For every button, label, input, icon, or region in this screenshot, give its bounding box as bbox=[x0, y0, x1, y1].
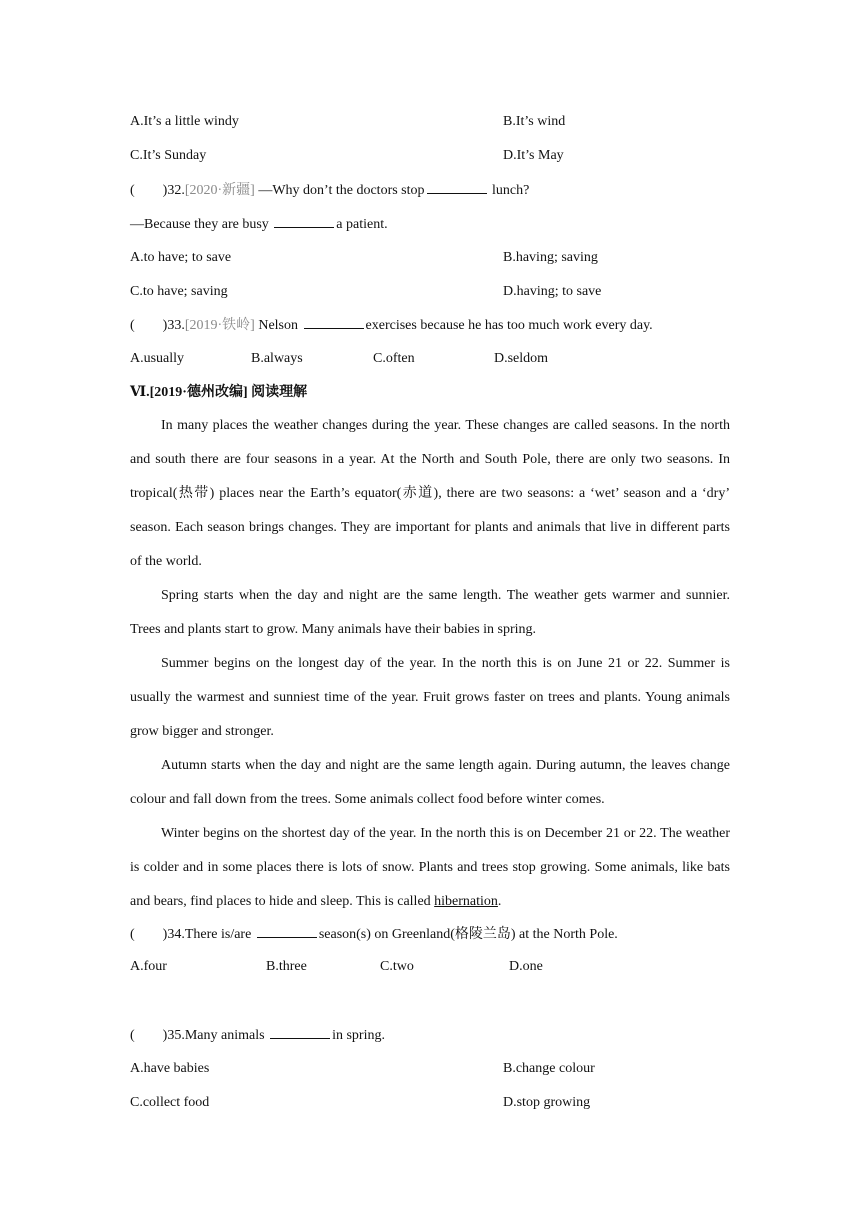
q34-option-d: D.one bbox=[509, 959, 543, 974]
q34-option-b: B.three bbox=[266, 959, 307, 974]
passage-paragraph-2: Spring starts when the day and night are the same length. The weather gets warmer and sunnier. Trees and plants start to grow. Many animals have their babies in spring. bbox=[130, 588, 730, 637]
q33-option-c: C.often bbox=[373, 351, 415, 366]
q35-option-b: B.change colour bbox=[503, 1061, 595, 1076]
answer-paren-open: ( bbox=[130, 183, 135, 198]
question-number: )35. bbox=[162, 1028, 185, 1043]
question-number: )32. bbox=[162, 183, 185, 198]
q33-option-d: D.seldom bbox=[494, 351, 549, 366]
fill-blank[interactable] bbox=[270, 1026, 330, 1039]
q35-options-row1 bbox=[130, 1060, 595, 1078]
q34-stem bbox=[130, 925, 618, 944]
passage-text-end: . bbox=[497, 894, 502, 909]
passage-text: Winter begins on the shortest day of the year. In the north this is on December 21 or 22. The weather is colder and in some places there is lots of snow. Plants and trees stop growing. Some animals, like bats and bears, find places to hide and sleep. This is called bbox=[130, 826, 730, 909]
q32-options-row1 bbox=[130, 249, 598, 267]
question-text: There is/are bbox=[184, 927, 252, 942]
answer-paren-open: ( bbox=[130, 318, 135, 333]
question-text: Nelson bbox=[258, 318, 299, 333]
q32-option-c: C.to have; saving bbox=[130, 284, 228, 299]
passage-paragraph-4: Autumn starts when the day and night are the same length again. During autumn, the leaves change colour and fall down from the trees. Some animals collect food before winter comes. bbox=[130, 758, 730, 807]
q31-option-d: D.It’s May bbox=[503, 148, 564, 163]
fill-blank[interactable] bbox=[257, 925, 317, 938]
answer-paren-open: ( bbox=[130, 927, 135, 942]
question-text-end: a patient. bbox=[336, 217, 388, 232]
question-source: [2019·铁岭] bbox=[184, 318, 255, 333]
q34-option-c: C.two bbox=[380, 959, 414, 974]
question-source: [2020·新疆] bbox=[184, 183, 255, 198]
section-source: [2019·德州改编] bbox=[149, 385, 248, 400]
question-number: )34. bbox=[162, 927, 185, 942]
fill-blank[interactable] bbox=[274, 215, 334, 228]
q33-option-b: B.always bbox=[251, 351, 303, 366]
section-title: 阅读理解 bbox=[251, 385, 308, 400]
question-text: —Why don’t the doctors stop bbox=[258, 183, 425, 198]
fill-blank[interactable] bbox=[304, 316, 364, 329]
q31-option-c: C.It’s Sunday bbox=[130, 148, 207, 163]
q35-option-d: D.stop growing bbox=[503, 1095, 591, 1110]
question-text-end: exercises because he has too much work every day. bbox=[365, 318, 653, 333]
q33-stem bbox=[130, 316, 653, 335]
q34-option-a: A.four bbox=[130, 959, 167, 974]
reading-passage bbox=[130, 409, 730, 919]
underlined-word: hibernation bbox=[434, 894, 498, 909]
q35-option-a: A.have babies bbox=[130, 1061, 210, 1076]
q31-option-a: A.It’s a little windy bbox=[130, 114, 239, 129]
q33-option-a: A.usually bbox=[130, 351, 185, 366]
q32-line2 bbox=[130, 215, 388, 234]
q31-option-b: B.It’s wind bbox=[503, 114, 566, 129]
question-text: —Because they are busy bbox=[130, 217, 269, 232]
q31-options-row1 bbox=[130, 113, 566, 131]
passage-paragraph-3: Summer begins on the longest day of the year. In the north this is on June 21 or 22. Summer is usually the warmest and sunniest time of the year. Fruit grows faster on trees and plants. Young animals grow bigger and stronger. bbox=[130, 656, 730, 739]
answer-paren-open: ( bbox=[130, 1028, 135, 1043]
q35-stem bbox=[130, 1026, 385, 1045]
q32-option-a: A.to have; to save bbox=[130, 250, 232, 265]
section-heading bbox=[130, 384, 307, 402]
q32-stem bbox=[130, 181, 529, 200]
section-number: Ⅵ. bbox=[130, 385, 150, 400]
q32-options-row2 bbox=[130, 283, 602, 301]
question-text-end: lunch? bbox=[492, 183, 530, 198]
passage-paragraph-5 bbox=[130, 817, 730, 919]
question-text-end: in spring. bbox=[332, 1028, 385, 1043]
fill-blank[interactable] bbox=[427, 181, 487, 194]
q35-option-c: C.collect food bbox=[130, 1095, 210, 1110]
question-text: Many animals bbox=[184, 1028, 265, 1043]
q31-options-row2 bbox=[130, 147, 564, 165]
q32-option-b: B.having; saving bbox=[503, 250, 598, 265]
question-text-end: season(s) on Greenland(格陵兰岛) at the North Pole. bbox=[318, 927, 618, 942]
passage-paragraph-1: In many places the weather changes during the year. These changes are called seasons. In the north and south there are four seasons in a year. At the North and South Pole, there are only two seasons. In tropical(热带) places near the Earth’s equator(赤道), there are two seasons: a ‘wet’ season and a ‘dry’ season. Each season brings changes. They are important for plants and animals that live in different parts of the world. bbox=[130, 418, 730, 569]
q35-options-row2 bbox=[130, 1094, 591, 1112]
question-number: )33. bbox=[162, 318, 185, 333]
q32-option-d: D.having; to save bbox=[503, 284, 602, 299]
